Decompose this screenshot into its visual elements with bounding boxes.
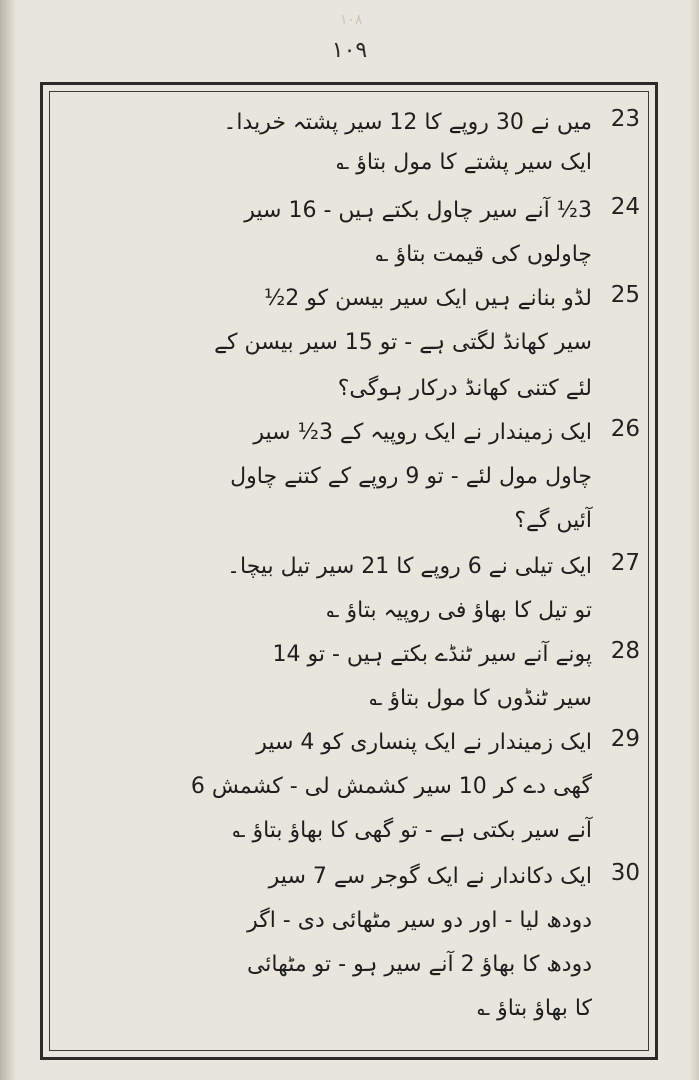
question-number: 30 xyxy=(610,860,640,886)
question-number: 25 xyxy=(610,282,640,308)
question-line: لئے کتنی کھانڈ درکار ہوگی؟ xyxy=(337,376,592,401)
question-line: 3½ آنے سیر چاول بکتے ہیں - 16 سیر xyxy=(244,198,592,223)
question-number: 26 xyxy=(610,416,640,442)
question-line: چاولوں کی قیمت بتاؤ ؎ xyxy=(375,242,592,267)
page-number: ۱۰۹ xyxy=(331,38,368,63)
question-line: ایک دکاندار نے ایک گوجر سے 7 سیر xyxy=(268,864,592,889)
question-line: تو تیل کا بھاؤ فی روپیہ بتاؤ ؎ xyxy=(326,598,592,623)
question-line: سیر ٹنڈوں کا مول بتاؤ ؎ xyxy=(369,686,592,711)
question-number: 28 xyxy=(610,638,640,664)
question-line: ایک زمیندار نے ایک روپیہ کے 3½ سیر xyxy=(253,420,592,445)
question-line: لڈو بنانے ہیں ایک سیر بیسن کو 2½ xyxy=(263,286,592,311)
question-line: گھی دے کر 10 سیر کشمش لی - کشمش 6 xyxy=(190,774,592,799)
question-line: آئیں گے؟ xyxy=(514,508,592,533)
bleed-through-page-number: ۱۰۸ xyxy=(340,12,363,28)
question-line: دودھ کا بھاؤ 2 آنے سیر ہو - تو مٹھائی xyxy=(246,952,592,977)
question-line: ایک سیر پشتے کا مول بتاؤ ؎ xyxy=(336,150,592,175)
question-number: 29 xyxy=(610,726,640,752)
question-line: ایک تیلی نے 6 روپے کا 21 سیر تیل بیچا۔ xyxy=(227,554,592,579)
question-line: آنے سیر بکتی ہے - تو گھی کا بھاؤ بتاؤ ؎ xyxy=(232,818,592,843)
question-line: دودھ لیا - اور دو سیر مٹھائی دی - اگر xyxy=(247,908,592,933)
question-line: سیر کھانڈ لگتی ہے - تو 15 سیر بیسن کے xyxy=(214,330,592,355)
page-edge xyxy=(689,0,699,1080)
question-line: ایک زمیندار نے ایک پنساری کو 4 سیر xyxy=(256,730,592,755)
question-line: پونے آنے سیر ٹنڈے بکتے ہیں - تو 14 xyxy=(272,642,592,667)
questions-list xyxy=(60,100,650,1040)
question-line: چاول مول لئے - تو 9 روپے کے کتنے چاول xyxy=(230,464,592,489)
question-line: کا بھاؤ بتاؤ ؎ xyxy=(477,996,592,1021)
page-binding-shadow xyxy=(0,0,16,1080)
question-number: 24 xyxy=(610,194,640,220)
question-number: 27 xyxy=(610,550,640,576)
question-number: 23 xyxy=(610,106,640,132)
question-line: میں نے 30 روپے کا 12 سیر پشتہ خریدا۔ xyxy=(223,110,592,135)
